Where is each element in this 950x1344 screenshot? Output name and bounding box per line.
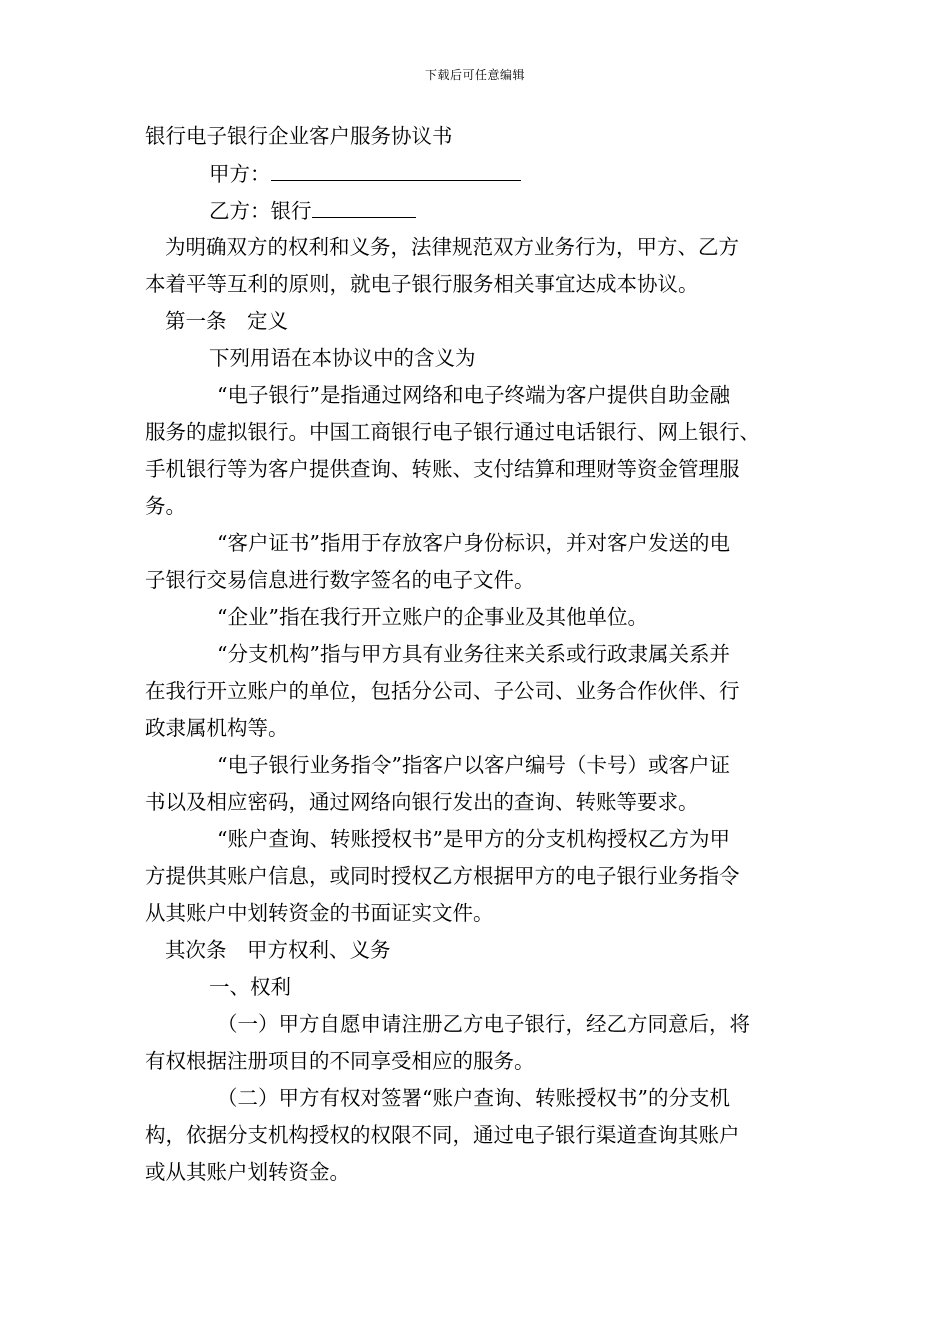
body-line: “企业”指在我行开立账户的企事业及其他单位。: [217, 605, 648, 629]
body-line: 在我行开立账户的单位，包括分公司、子公司、业务合作伙伴、行: [145, 679, 740, 703]
body-line: 或从其账户划转资金。: [145, 1160, 350, 1184]
party-a-blank: [271, 155, 521, 181]
party-b-line: [145, 192, 810, 229]
agreement-document: [145, 118, 810, 1191]
body-line: （一）甲方自愿申请注册乙方电子银行，经乙方同意后，将: [217, 1012, 750, 1036]
body-line: 构，依据分支机构授权的权限不同，通过电子银行渠道查询其账户: [145, 1123, 740, 1147]
body-line: 服务的虚拟银行。中国工商银行电子银行通过电话银行、网上银行、: [145, 420, 760, 444]
body-line: 下列用语在本协议中的含义为: [209, 346, 476, 370]
body-line: 政隶属机构等。: [145, 716, 289, 740]
body-line: “电子银行”是指通过网络和电子终端为客户提供自助金融: [217, 383, 730, 407]
party-b-blank: [312, 192, 416, 218]
body-line: “分支机构”指与甲方具有业务往来关系或行政隶属关系并: [217, 642, 730, 666]
header-note: 下载后可任意编辑: [424, 68, 525, 82]
party-a-line: [145, 155, 810, 192]
body-line: 方提供其账户信息，或同时授权乙方根据甲方的电子银行业务指令: [145, 864, 740, 888]
body-line: “账户查询、转账授权书”是甲方的分支机构授权乙方为甲: [217, 827, 730, 851]
body-line: 手机银行等为客户提供查询、转账、支付结算和理财等资金管理服: [145, 457, 740, 481]
section-heading: 其次条 甲方权利、义务: [165, 938, 391, 962]
document-title: 银行电子银行企业客户服务协议书: [145, 124, 453, 148]
party-a-label: 甲方：: [209, 162, 271, 186]
body-line: 务。: [145, 494, 186, 518]
body-line: 有权根据注册项目的不同享受相应的服务。: [145, 1049, 535, 1073]
body-line: “电子银行业务指令”指客户以客户编号（卡号）或客户证: [217, 753, 730, 777]
body-line: （二）甲方有权对签署“账户查询、转账授权书”的分支机: [217, 1086, 730, 1110]
body-line: 书以及相应密码，通过网络向银行发出的查询、转账等要求。: [145, 790, 699, 814]
party-b-label: 乙方：银行: [209, 199, 312, 223]
body-line: “客户证书”指用于存放客户身份标识，并对客户发送的电: [217, 531, 730, 555]
body-line: 本着平等互利的原则，就电子银行服务相关事宜达成本协议。: [145, 272, 699, 296]
body-line: 为明确双方的权利和义务，法律规范双方业务行为，甲方、乙方: [165, 235, 739, 259]
body-line: 从其账户中划转资金的书面证实文件。: [145, 901, 494, 925]
body-line: 子银行交易信息进行数字签名的电子文件。: [145, 568, 535, 592]
subsection-heading: 一、权利: [209, 975, 291, 999]
section-heading: 第一条 定义: [165, 309, 288, 333]
